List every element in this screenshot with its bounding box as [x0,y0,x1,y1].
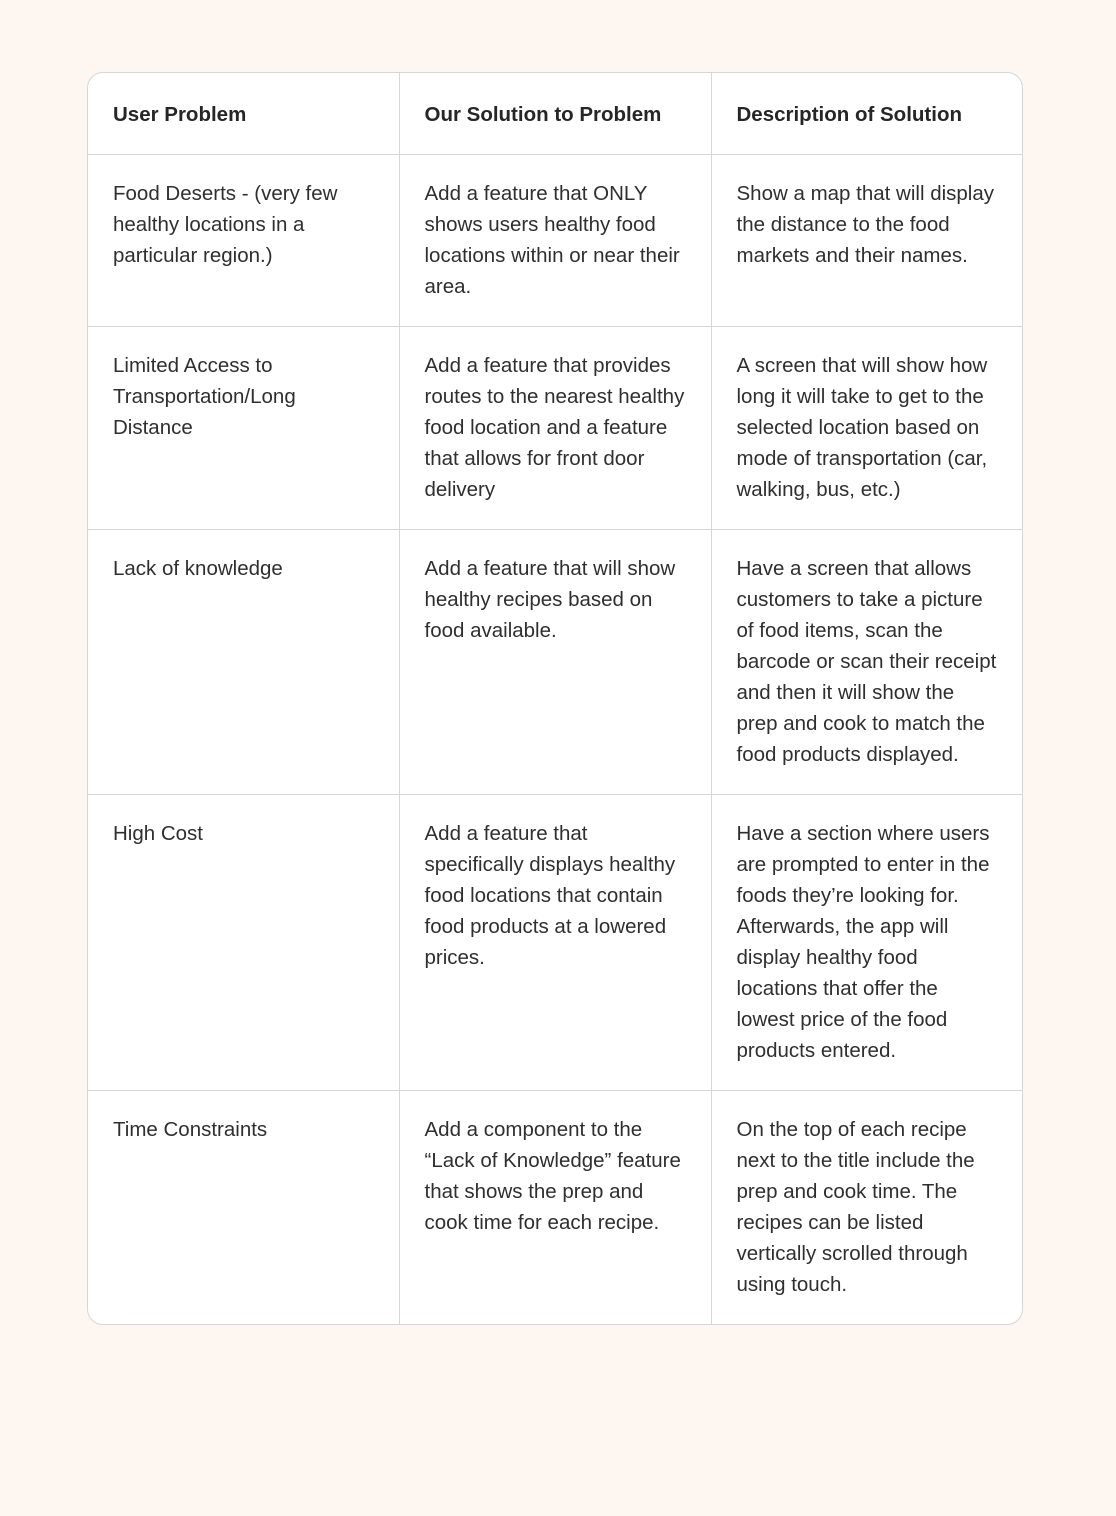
cell-our-solution: Add a feature that will show healthy recipes based on food available. [399,530,711,795]
problem-solution-table-card [87,72,1023,1325]
cell-description: Show a map that will display the distance to the food markets and their names. [711,155,1022,327]
cell-user-problem: High Cost [88,795,399,1091]
cell-our-solution: Add a feature that specifically displays healthy food locations that contain food products at a lowered prices. [399,795,711,1091]
header-our-solution: Our Solution to Problem [399,73,711,155]
header-user-problem: User Problem [88,73,399,155]
cell-our-solution: Add a feature that ONLY shows users healthy food locations within or near their area. [399,155,711,327]
cell-description: Have a screen that allows customers to take a picture of food items, scan the barcode or scan their receipt and then it will show the prep and cook to match the food products displayed. [711,530,1022,795]
cell-description: A screen that will show how long it will take to get to the selected location based on mode of transportation (car, walking, bus, etc.) [711,327,1022,530]
table-body [88,155,1022,1325]
problem-solution-table [88,73,1022,1324]
header-description-of-solution: Description of Solution [711,73,1022,155]
header-row [88,73,1022,155]
table-row [88,1091,1022,1325]
cell-our-solution: Add a feature that provides routes to the nearest healthy food location and a feature that allows for front door delivery [399,327,711,530]
table-row [88,530,1022,795]
cell-user-problem: Limited Access to Transportation/Long Distance [88,327,399,530]
cell-user-problem: Food Deserts - (very few healthy locations in a particular region.) [88,155,399,327]
table-header [88,73,1022,155]
cell-user-problem: Time Constraints [88,1091,399,1325]
cell-our-solution: Add a component to the “Lack of Knowledge” feature that shows the prep and cook time for each recipe. [399,1091,711,1325]
cell-description: Have a section where users are prompted to enter in the foods they’re looking for. Afterwards, the app will display healthy food locations that offer the lowest price of the food products entered. [711,795,1022,1091]
table-row [88,795,1022,1091]
cell-description: On the top of each recipe next to the title include the prep and cook time. The recipes can be listed vertically scrolled through using touch. [736,1118,975,1296]
cell-user-problem: Lack of knowledge [88,530,399,795]
table-row [88,327,1022,530]
table-row [88,155,1022,327]
